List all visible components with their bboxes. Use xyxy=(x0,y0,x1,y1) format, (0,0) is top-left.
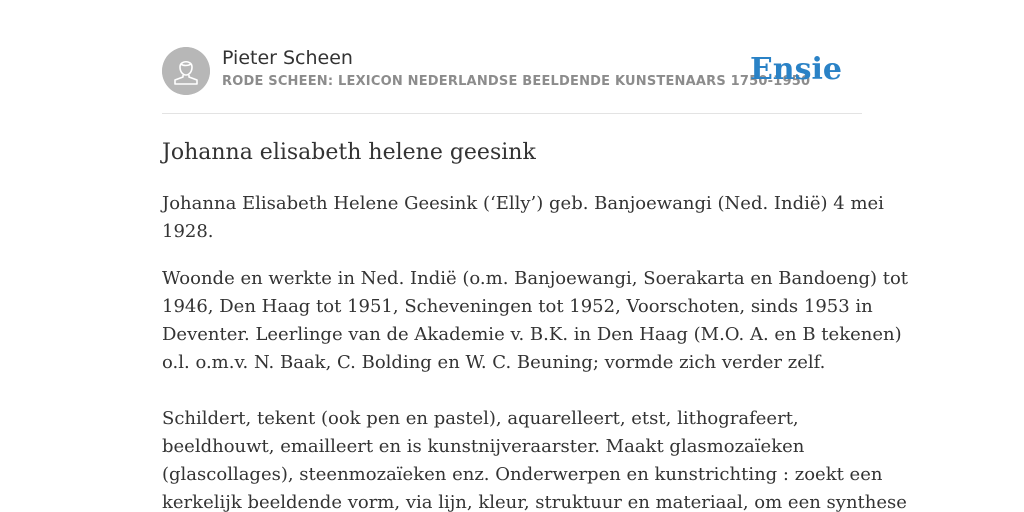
text-line: (glascollages), steenmozaïeken enz. Onderwerpen en kunstrichting : zoekt een xyxy=(162,464,883,485)
article-body xyxy=(162,190,909,512)
paragraph-work xyxy=(162,405,907,512)
ensie-logo[interactable]: Ensie xyxy=(749,52,842,87)
text-line: beeldhouwt, emailleert en is kunstnijveraarster. Maakt glasmozaïeken xyxy=(162,436,805,457)
text-line: Woonde en werkte in Ned. Indië (o.m. Banjoewangi, Soerakarta en Bandoeng) tot xyxy=(162,268,909,289)
paragraph-residence xyxy=(162,265,909,377)
paragraph-spacer xyxy=(162,396,862,405)
paragraph-birth xyxy=(162,190,884,246)
source-lexicon-title[interactable]: RODE SCHEEN: LEXICON NEDERLANDSE BEELDENDE KUNSTENAARS 1750-1950 xyxy=(222,74,811,89)
text-line: 1928. xyxy=(162,221,214,242)
text-line: Schildert, tekent (ook pen en pastel), aquarelleert, etst, lithografeert, xyxy=(162,408,799,429)
user-avatar-icon[interactable] xyxy=(162,47,210,95)
text-line: kerkelijk beeldende vorm, via lijn, kleur, struktuur en materiaal, om een synthese xyxy=(162,492,907,512)
text-line: Deventer. Leerlinge van de Akademie v. B.K. in Den Haag (M.O. A. en B tekenen) xyxy=(162,324,902,345)
text-line: 1946, Den Haag tot 1951, Scheveningen tot 1952, Voorschoten, sinds 1953 in xyxy=(162,296,873,317)
author-name[interactable]: Pieter Scheen xyxy=(222,47,353,69)
text-line: o.l. o.m.v. N. Baak, C. Bolding en W. C. Beuning; vormde zich verder zelf. xyxy=(162,352,826,373)
text-line: Johanna Elisabeth Helene Geesink (‘Elly’) geb. Banjoewangi (Ned. Indië) 4 mei xyxy=(162,193,884,214)
article-header xyxy=(162,46,862,96)
article-title: Johanna elisabeth helene geesink xyxy=(162,140,536,165)
header-divider xyxy=(162,113,862,114)
